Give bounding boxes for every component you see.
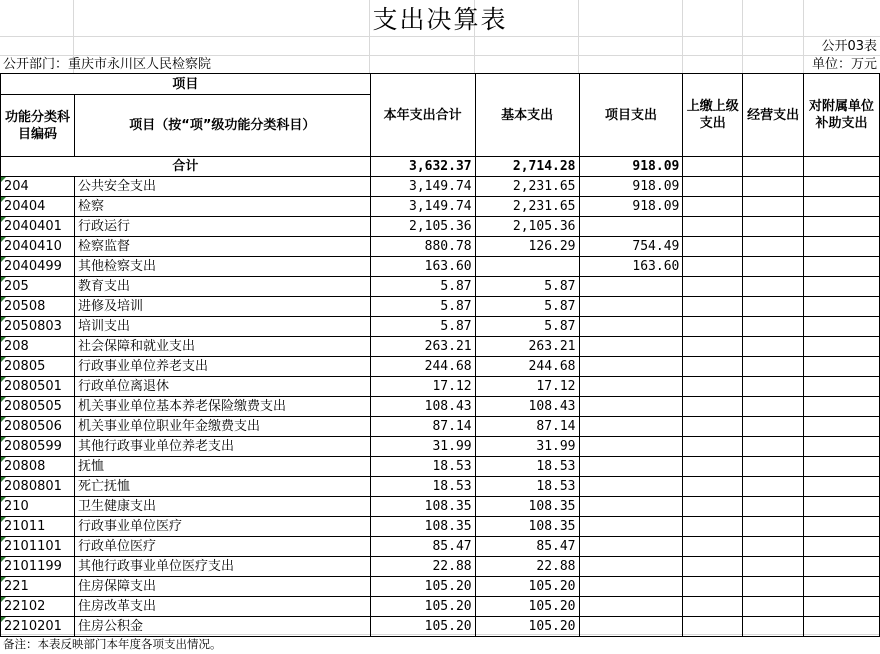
- row-subsidy: [804, 477, 880, 497]
- row-total: 22.88: [370, 557, 475, 577]
- row-remit: [683, 317, 743, 337]
- row-remit: [683, 337, 743, 357]
- row-code: 2101199: [1, 557, 75, 577]
- row-total: 18.53: [370, 477, 475, 497]
- row-basic: 126.29: [475, 237, 579, 257]
- row-project: [579, 377, 683, 397]
- row-project: 918.09: [579, 197, 683, 217]
- row-basic: 17.12: [475, 377, 579, 397]
- row-project: [579, 597, 683, 617]
- row-total: 3,149.74: [370, 197, 475, 217]
- row-basic: 18.53: [475, 477, 579, 497]
- row-total: 163.60: [370, 257, 475, 277]
- row-code: 2080506: [1, 417, 75, 437]
- table-row: [1, 277, 880, 297]
- row-project: [579, 437, 683, 457]
- table-row: [1, 617, 880, 637]
- row-name: 教育支出: [74, 277, 370, 297]
- row-business: [743, 277, 804, 297]
- table-row: [1, 357, 880, 377]
- row-subsidy: [804, 577, 880, 597]
- row-business: [743, 597, 804, 617]
- row-code: 22102: [1, 597, 75, 617]
- row-remit: [683, 377, 743, 397]
- row-business: [743, 557, 804, 577]
- total-subsidy: [804, 157, 880, 177]
- row-project: [579, 537, 683, 557]
- row-code: 208: [1, 337, 75, 357]
- row-code: 20808: [1, 457, 75, 477]
- row-code: 210: [1, 497, 75, 517]
- header-project-group: 项目: [1, 74, 371, 95]
- row-project: [579, 557, 683, 577]
- row-name: 行政单位离退休: [74, 377, 370, 397]
- row-subsidy: [804, 317, 880, 337]
- row-name: 机关事业单位基本养老保险缴费支出: [74, 397, 370, 417]
- row-total: 5.87: [370, 317, 475, 337]
- header-subsidy: 对附属单位补助支出: [804, 74, 880, 157]
- row-total: 108.35: [370, 517, 475, 537]
- row-name: 抚恤: [74, 457, 370, 477]
- row-total: 3,149.74: [370, 177, 475, 197]
- row-code: 2040499: [1, 257, 75, 277]
- row-remit: [683, 177, 743, 197]
- row-subsidy: [804, 237, 880, 257]
- row-project: [579, 317, 683, 337]
- row-subsidy: [804, 437, 880, 457]
- row-total: 244.68: [370, 357, 475, 377]
- row-business: [743, 537, 804, 557]
- row-name: 行政事业单位医疗: [74, 517, 370, 537]
- row-project: [579, 577, 683, 597]
- row-project: [579, 517, 683, 537]
- row-total: 105.20: [370, 577, 475, 597]
- row-name: 检察监督: [74, 237, 370, 257]
- row-project: 918.09: [579, 177, 683, 197]
- department-label: 公开部门：重庆市永川区人民检察院: [3, 57, 212, 72]
- row-name: 社会保障和就业支出: [74, 337, 370, 357]
- row-project: [579, 417, 683, 437]
- row-basic: 108.43: [475, 397, 579, 417]
- row-code: 2080801: [1, 477, 75, 497]
- total-remit: [683, 157, 743, 177]
- row-subsidy: [804, 377, 880, 397]
- row-subsidy: [804, 537, 880, 557]
- row-remit: [683, 517, 743, 537]
- row-project: [579, 477, 683, 497]
- table-row: [1, 317, 880, 337]
- row-total: 105.20: [370, 617, 475, 637]
- row-total: 5.87: [370, 297, 475, 317]
- table-row: [1, 517, 880, 537]
- row-code: 20404: [1, 197, 75, 217]
- table-row: [1, 437, 880, 457]
- row-remit: [683, 537, 743, 557]
- row-business: [743, 617, 804, 637]
- row-name: 住房保障支出: [74, 577, 370, 597]
- row-remit: [683, 617, 743, 637]
- row-business: [743, 177, 804, 197]
- header-basic: 基本支出: [475, 74, 579, 157]
- row-total: 105.20: [370, 597, 475, 617]
- row-business: [743, 417, 804, 437]
- row-subsidy: [804, 357, 880, 377]
- row-project: [579, 397, 683, 417]
- total-basic: 2,714.28: [475, 157, 579, 177]
- row-subsidy: [804, 597, 880, 617]
- row-basic: 105.20: [475, 617, 579, 637]
- row-basic: 87.14: [475, 417, 579, 437]
- row-name: 检察: [74, 197, 370, 217]
- row-business: [743, 357, 804, 377]
- row-subsidy: [804, 177, 880, 197]
- row-subsidy: [804, 197, 880, 217]
- row-basic: 108.35: [475, 497, 579, 517]
- row-subsidy: [804, 217, 880, 237]
- row-code: 204: [1, 177, 75, 197]
- row-remit: [683, 477, 743, 497]
- row-name: 卫生健康支出: [74, 497, 370, 517]
- row-code: 21011: [1, 517, 75, 537]
- row-project: [579, 217, 683, 237]
- row-basic: 85.47: [475, 537, 579, 557]
- row-business: [743, 517, 804, 537]
- row-business: [743, 497, 804, 517]
- row-remit: [683, 297, 743, 317]
- row-code: 205: [1, 277, 75, 297]
- row-remit: [683, 217, 743, 237]
- row-subsidy: [804, 337, 880, 357]
- row-total: 263.21: [370, 337, 475, 357]
- table-row: [1, 457, 880, 477]
- total-project: 918.09: [579, 157, 683, 177]
- row-subsidy: [804, 257, 880, 277]
- row-total: 85.47: [370, 537, 475, 557]
- total-business: [743, 157, 804, 177]
- row-subsidy: [804, 417, 880, 437]
- row-basic: 108.35: [475, 517, 579, 537]
- table-row: [1, 417, 880, 437]
- row-basic: 5.87: [475, 277, 579, 297]
- table-row: [1, 397, 880, 417]
- row-code: 20508: [1, 297, 75, 317]
- row-name: 公共安全支出: [74, 177, 370, 197]
- row-business: [743, 477, 804, 497]
- row-remit: [683, 457, 743, 477]
- row-project: [579, 337, 683, 357]
- row-project: [579, 497, 683, 517]
- expenditure-table: [0, 73, 880, 637]
- row-remit: [683, 557, 743, 577]
- row-business: [743, 317, 804, 337]
- row-total: 108.35: [370, 497, 475, 517]
- row-name: 其他行政事业单位养老支出: [74, 437, 370, 457]
- row-project: 754.49: [579, 237, 683, 257]
- row-basic: 105.20: [475, 597, 579, 617]
- row-remit: [683, 497, 743, 517]
- row-total: 18.53: [370, 457, 475, 477]
- row-basic: 263.21: [475, 337, 579, 357]
- row-subsidy: [804, 457, 880, 477]
- header-remit: 上缴上级支出: [683, 74, 743, 157]
- row-name: 进修及培训: [74, 297, 370, 317]
- row-business: [743, 217, 804, 237]
- row-name: 行政运行: [74, 217, 370, 237]
- row-business: [743, 297, 804, 317]
- row-total: 87.14: [370, 417, 475, 437]
- table-row: [1, 257, 880, 277]
- row-business: [743, 237, 804, 257]
- row-business: [743, 197, 804, 217]
- row-subsidy: [804, 617, 880, 637]
- row-remit: [683, 417, 743, 437]
- row-remit: [683, 437, 743, 457]
- row-name: 行政单位医疗: [74, 537, 370, 557]
- table-row: [1, 537, 880, 557]
- row-subsidy: [804, 557, 880, 577]
- row-code: 2080501: [1, 377, 75, 397]
- row-total: 17.12: [370, 377, 475, 397]
- row-project: 163.60: [579, 257, 683, 277]
- report-title: 支出决算表: [372, 5, 508, 34]
- table-row: [1, 497, 880, 517]
- row-code: 20805: [1, 357, 75, 377]
- row-remit: [683, 397, 743, 417]
- row-basic: 2,231.65: [475, 177, 579, 197]
- table-row: [1, 597, 880, 617]
- row-remit: [683, 277, 743, 297]
- footnote: 备注：本表反映部门本年度各项支出情况。: [3, 637, 222, 651]
- row-basic: 22.88: [475, 557, 579, 577]
- row-total: 5.87: [370, 277, 475, 297]
- row-code: 2101101: [1, 537, 75, 557]
- row-basic: 31.99: [475, 437, 579, 457]
- row-remit: [683, 577, 743, 597]
- row-remit: [683, 237, 743, 257]
- row-name: 其他行政事业单位医疗支出: [74, 557, 370, 577]
- row-basic: 18.53: [475, 457, 579, 477]
- row-code: 2210201: [1, 617, 75, 637]
- table-row: [1, 377, 880, 397]
- row-name: 行政事业单位养老支出: [74, 357, 370, 377]
- row-business: [743, 257, 804, 277]
- row-basic: 2,231.65: [475, 197, 579, 217]
- header-total: 本年支出合计: [370, 74, 475, 157]
- row-project: [579, 277, 683, 297]
- row-project: [579, 297, 683, 317]
- row-subsidy: [804, 277, 880, 297]
- row-basic: 2,105.36: [475, 217, 579, 237]
- table-row: [1, 237, 880, 257]
- row-total: 2,105.36: [370, 217, 475, 237]
- row-remit: [683, 357, 743, 377]
- row-subsidy: [804, 397, 880, 417]
- row-business: [743, 397, 804, 417]
- table-row: [1, 577, 880, 597]
- row-name: 死亡抚恤: [74, 477, 370, 497]
- row-basic: 5.87: [475, 317, 579, 337]
- row-project: [579, 357, 683, 377]
- row-basic: [475, 257, 579, 277]
- row-total: 108.43: [370, 397, 475, 417]
- row-name: 其他检察支出: [74, 257, 370, 277]
- row-subsidy: [804, 497, 880, 517]
- header-business: 经营支出: [743, 74, 804, 157]
- row-business: [743, 437, 804, 457]
- row-name: 住房改革支出: [74, 597, 370, 617]
- row-code: 221: [1, 577, 75, 597]
- row-remit: [683, 197, 743, 217]
- document-number: 公开03表: [821, 39, 877, 54]
- row-business: [743, 457, 804, 477]
- row-remit: [683, 257, 743, 277]
- row-basic: 105.20: [475, 577, 579, 597]
- table-row: [1, 197, 880, 217]
- row-business: [743, 377, 804, 397]
- table-row: [1, 337, 880, 357]
- table-row: [1, 477, 880, 497]
- row-remit: [683, 597, 743, 617]
- row-subsidy: [804, 517, 880, 537]
- table-row: [1, 177, 880, 197]
- header-code: 功能分类科目编码: [1, 95, 75, 157]
- row-basic: 5.87: [475, 297, 579, 317]
- row-project: [579, 457, 683, 477]
- row-business: [743, 337, 804, 357]
- row-code: 2050803: [1, 317, 75, 337]
- row-business: [743, 577, 804, 597]
- row-code: 2040410: [1, 237, 75, 257]
- unit-label: 单位：万元: [811, 57, 877, 72]
- total-label: 合计: [1, 157, 371, 177]
- total-total: 3,632.37: [370, 157, 475, 177]
- row-code: 2080505: [1, 397, 75, 417]
- row-name: 机关事业单位职业年金缴费支出: [74, 417, 370, 437]
- row-subsidy: [804, 297, 880, 317]
- row-total: 31.99: [370, 437, 475, 457]
- row-code: 2080599: [1, 437, 75, 457]
- row-code: 2040401: [1, 217, 75, 237]
- table-row: [1, 217, 880, 237]
- header-project: 项目支出: [579, 74, 683, 157]
- row-basic: 244.68: [475, 357, 579, 377]
- header-name: 项目（按“项”级功能分类科目）: [74, 95, 370, 157]
- table-row: [1, 297, 880, 317]
- row-project: [579, 617, 683, 637]
- total-row: [1, 157, 880, 177]
- table-row: [1, 557, 880, 577]
- row-name: 住房公积金: [74, 617, 370, 637]
- row-total: 880.78: [370, 237, 475, 257]
- row-name: 培训支出: [74, 317, 370, 337]
